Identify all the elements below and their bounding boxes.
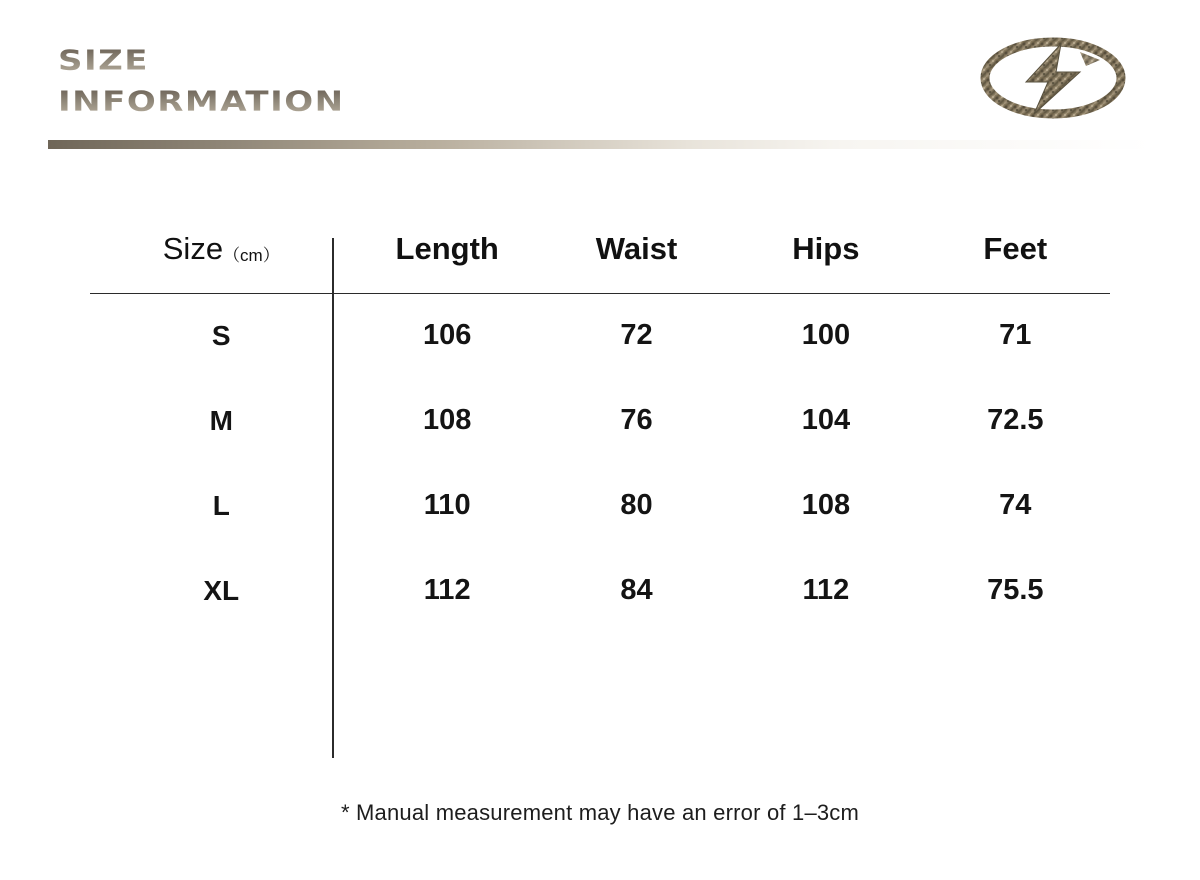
cell-hips: 100 xyxy=(801,319,851,351)
cell-length: 108 xyxy=(422,404,472,436)
header-waist: Waist xyxy=(595,231,678,266)
cell-length: 106 xyxy=(422,319,472,351)
table-header-row xyxy=(90,230,1110,294)
header-divider xyxy=(48,140,1152,149)
table-body xyxy=(90,294,1110,635)
cell-size: M xyxy=(209,404,233,436)
table-row xyxy=(90,294,1110,380)
table-row xyxy=(90,379,1110,464)
header-feet: Feet xyxy=(983,231,1048,266)
cell-waist: 84 xyxy=(620,574,653,606)
cell-size: XL xyxy=(203,574,240,606)
measurement-disclaimer: * Manual measurement may have an error of 1–3cm xyxy=(340,800,860,825)
size-table-container xyxy=(0,230,1200,634)
cell-waist: 72 xyxy=(620,319,653,351)
brand-logo-icon xyxy=(968,32,1138,124)
cell-feet: 75.5 xyxy=(987,574,1044,606)
cell-hips: 108 xyxy=(801,489,851,521)
cell-waist: 76 xyxy=(620,404,653,436)
table-row xyxy=(90,464,1110,549)
header-size-unit: （cm） xyxy=(223,246,280,265)
header-hips: Hips xyxy=(792,231,860,266)
cell-feet: 74 xyxy=(999,489,1032,521)
page-header xyxy=(0,0,1200,170)
cell-hips: 104 xyxy=(801,404,851,436)
title-line-size: SIZE xyxy=(58,48,345,74)
cell-feet: 71 xyxy=(999,319,1032,351)
cell-waist: 80 xyxy=(620,489,653,521)
cell-size: L xyxy=(212,489,230,521)
header-size xyxy=(90,230,353,294)
cell-size: S xyxy=(211,319,231,351)
header-size-label: Size xyxy=(162,231,224,266)
cell-feet: 72.5 xyxy=(987,404,1044,436)
table-row xyxy=(90,549,1110,634)
table-header xyxy=(90,230,1110,294)
title-line-information: INFORMATION xyxy=(58,85,345,118)
header-length: Length xyxy=(395,231,499,266)
size-table xyxy=(90,230,1110,634)
cell-hips: 112 xyxy=(802,574,850,606)
page-title xyxy=(58,43,345,121)
cell-length: 112 xyxy=(423,574,471,606)
cell-length: 110 xyxy=(423,489,471,521)
